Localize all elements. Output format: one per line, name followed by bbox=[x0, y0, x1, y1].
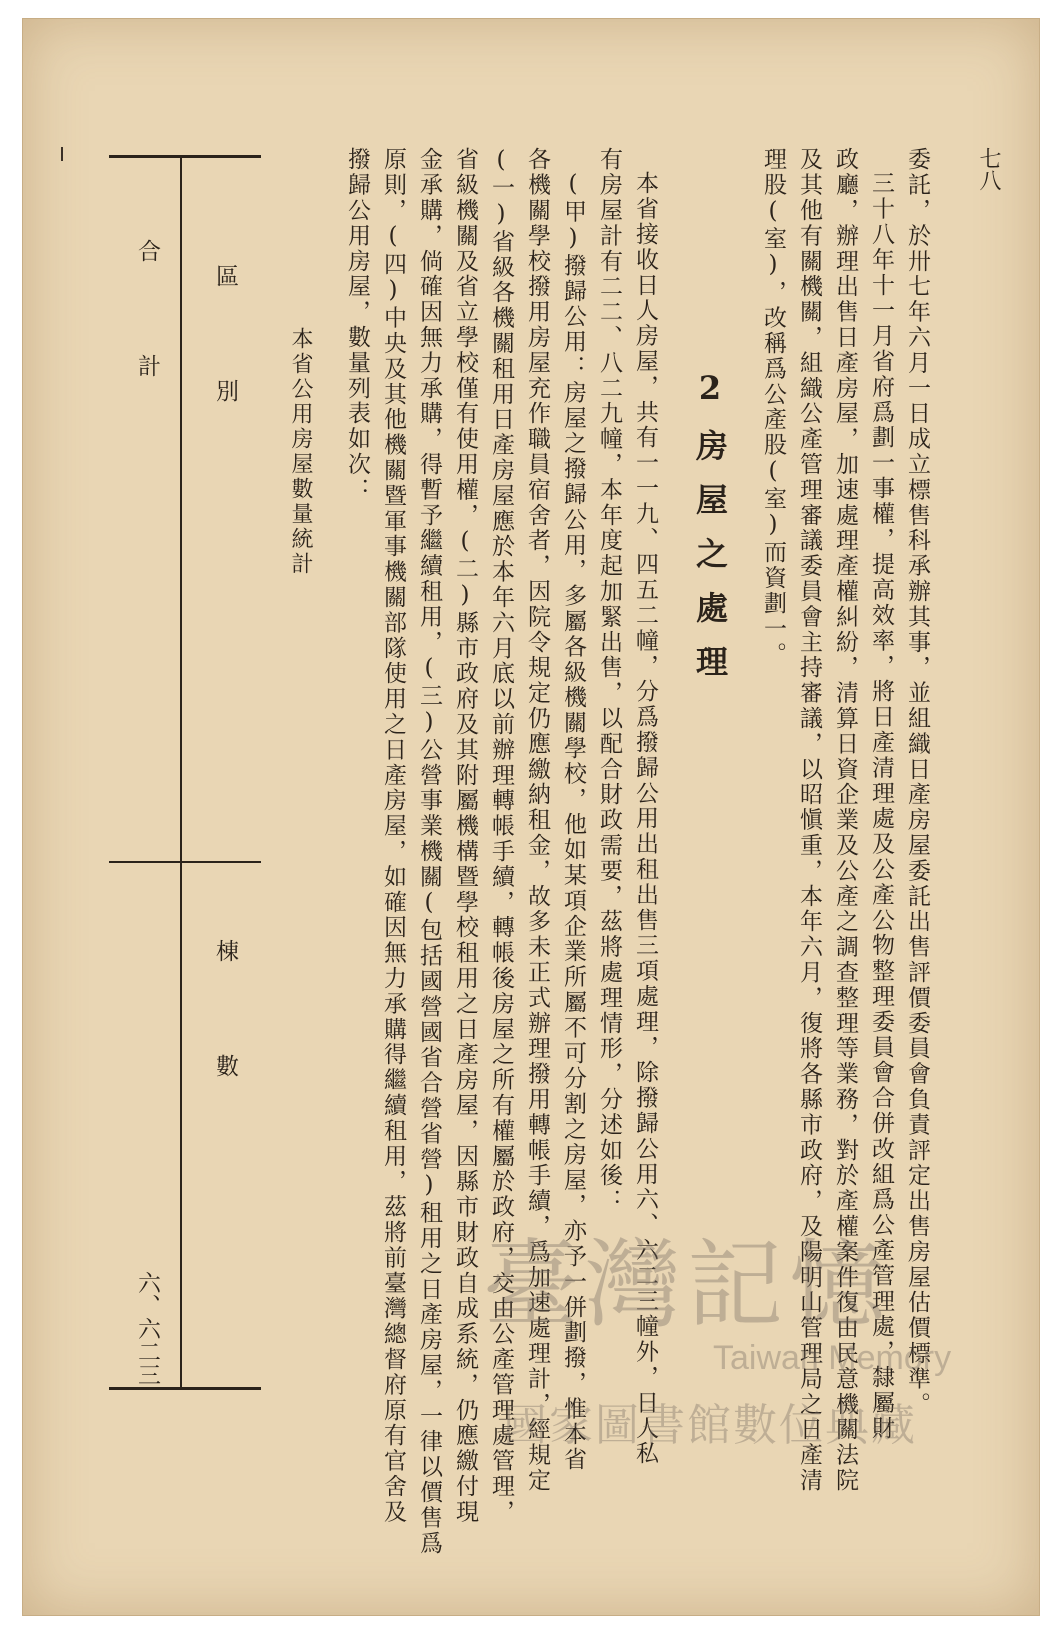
text-column: 本省接收日人房屋，共有一一九、四五二幢，分爲撥歸公用出租出售三項處理，除撥歸公用六、六二三幢外，日人私 bbox=[632, 171, 658, 1467]
table-header-category: 區 別 bbox=[212, 264, 238, 402]
text-column: 有房屋計有二二、八二九幢，本年度起加緊出售，以配合財政需要，茲將處理情形，分述如後： bbox=[596, 147, 622, 1214]
watermark-main: 臺灣記憶 bbox=[483, 1229, 891, 1341]
table-row-divider bbox=[109, 861, 261, 863]
text-column: 政廳，辦理出售日產房屋，加速處理產權糾紛，清算日資企業及公產之調查整理等業務，對於產權案件復由民意機關法院 bbox=[832, 147, 858, 1494]
section-heading: 2房屋之處理 bbox=[691, 369, 729, 699]
text-column: 省級機關及省立學校僅有使用權，(二)縣市政府及其附屬機構暨學校租用之日產房屋，因縣市財政自成系統，仍應繳付現 bbox=[452, 147, 478, 1525]
text-column: (一)省級各機關租用日產房屋應於本年六月底以前辦理轉帳手續，轉帳後房屋之所有權屬於政府，交由公產管理處管理， bbox=[488, 147, 514, 1525]
text-column: 委託，於卅七年六月一日成立標售科承辦其事，並組織日產房屋委託出售評價委員會負責評定出售房屋估價標準。 bbox=[904, 147, 930, 1417]
text-column: 三十八年十一月省府爲劃一事權，提高效率，將日產清理處及公產公物整理委員會合併改組爲公產管理處，隸屬財 bbox=[868, 171, 894, 1441]
table-bottom-rule bbox=[109, 1387, 261, 1390]
watermark-english: Taiwan Memory bbox=[713, 1339, 952, 1377]
text-column: 撥歸公用房屋，數量列表如次： bbox=[344, 147, 370, 503]
table-header-count: 棟 數 bbox=[212, 939, 238, 1077]
text-column: 各機關學校撥用房屋充作職員宿舍者，因院令規定仍應繳納租金，故多未正式辦理撥用轉帳手續，爲加速處理計，經規定 bbox=[524, 147, 550, 1494]
text-column: 理股(室)，改稱爲公產股(室)而資劃一。 bbox=[760, 147, 786, 667]
table-title: 本省公用房屋數量統計 bbox=[288, 327, 313, 577]
page-number: 七八 bbox=[976, 147, 1001, 191]
table-row-value: 六、六二三 bbox=[134, 1271, 160, 1386]
text-column: 金承購，倘確因無力承購，得暫予繼續租用，(三)公營事業機關(包括國營國省合營省營)租用之日產房屋，一律以價售爲 bbox=[416, 147, 442, 1556]
margin-mark bbox=[61, 147, 63, 161]
text-column: 及其他有關機關，組織公產管理審議委員會主持審議，以昭愼重，本年六月，復將各縣市政府，及陽明山管理局之日產清 bbox=[796, 147, 822, 1494]
table-row-label: 合 計 bbox=[134, 239, 160, 377]
table-column-divider bbox=[180, 155, 182, 1389]
text-column: 原則，(四)中央及其他機關暨軍事機關部隊使用之日產房屋，如確因無力承購得繼續租用，茲將前臺灣總督府原有官舍及 bbox=[380, 147, 406, 1525]
text-column: (甲)撥歸公用：房屋之撥歸公用，多屬各級機關學校，他如某項企業所屬不可分割之房屋，亦予一併劃撥，惟本省 bbox=[560, 171, 586, 1473]
table-top-rule bbox=[109, 155, 261, 158]
watermark-sub: 國家圖書館數位典藏 bbox=[503, 1401, 917, 1450]
document-page bbox=[22, 18, 1040, 1616]
